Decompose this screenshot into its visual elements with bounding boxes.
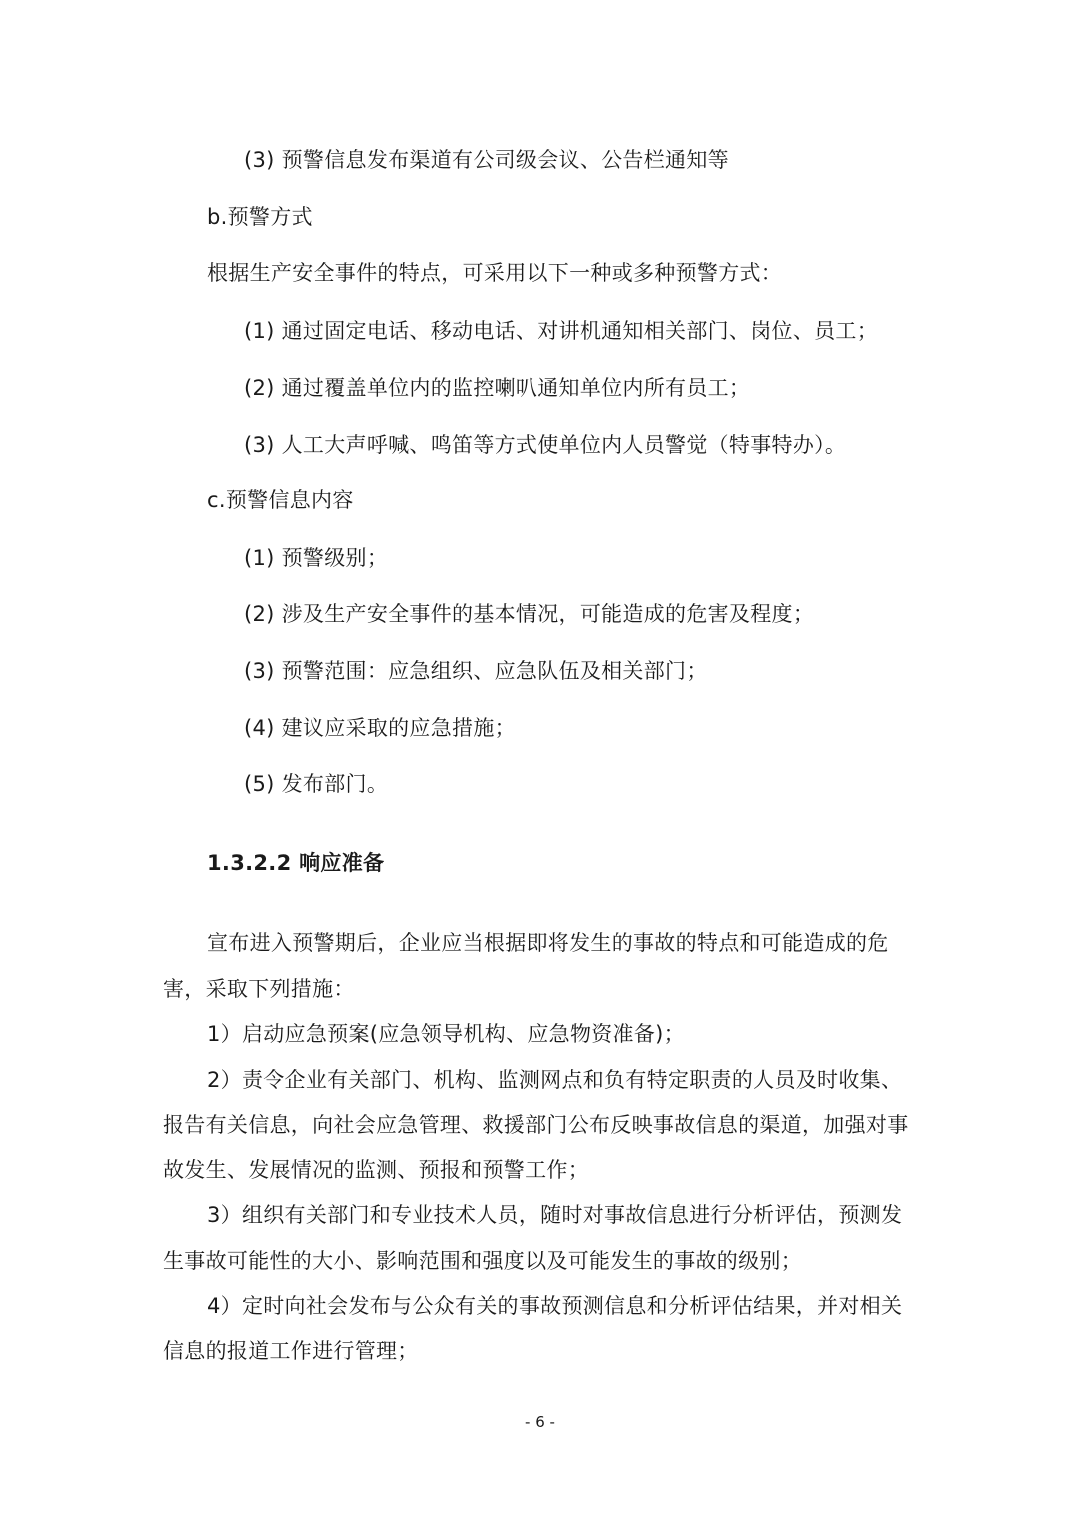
page-number: - 6 - [525,1413,555,1431]
warning-method-item: (1) 通过固定电话、移动电话、对讲机通知相关部门、岗位、员工； [244,319,879,343]
response-paragraph-line: 2）责令企业有关部门、机构、监测网点和负有特定职责的人员及时收集、 [207,1068,903,1092]
response-paragraph-line: 故发生、发展情况的监测、预报和预警工作； [163,1158,589,1182]
response-section-heading: 1.3.2.2 响应准备 [207,851,385,875]
response-paragraph-line: 害，采取下列措施： [163,977,355,1001]
warning-content-item: (2) 涉及生产安全事件的基本情况，可能造成的危害及程度； [244,602,815,626]
response-paragraph-line: 3）组织有关部门和专业技术人员，随时对事故信息进行分析评估，预测发 [207,1203,903,1227]
response-paragraph-line: 生事故可能性的大小、影响范围和强度以及可能发生的事故的级别； [163,1249,802,1273]
warning-method-intro: 根据生产安全事件的特点，可采用以下一种或多种预警方式： [207,261,783,285]
response-paragraph-line: 宣布进入预警期后，企业应当根据即将发生的事故的特点和可能造成的危 [207,931,889,955]
warning-content-item: (3) 预警范围：应急组织、应急队伍及相关部门； [244,659,708,683]
publish-channel-item: (3) 预警信息发布渠道有公司级会议、公告栏通知等 [244,148,729,172]
warning-content-item: (1) 预警级别； [244,546,389,570]
response-paragraph-line: 信息的报道工作进行管理； [163,1339,419,1363]
response-paragraph-line: 1）启动应急预案(应急领导机构、应急物资准备)； [207,1022,685,1046]
warning-content-heading: c.预警信息内容 [207,488,354,512]
warning-method-item: (2) 通过覆盖单位内的监控喇叭通知单位内所有员工； [244,376,751,400]
warning-method-heading: b.预警方式 [207,205,313,229]
response-paragraph-line: 报告有关信息，向社会应急管理、救援部门公布反映事故信息的渠道，加强对事 [163,1113,909,1137]
warning-content-item: (4) 建议应采取的应急措施； [244,716,516,740]
response-paragraph-line: 4）定时向社会发布与公众有关的事故预测信息和分析评估结果，并对相关 [207,1294,903,1318]
warning-content-item: (5) 发布部门。 [244,772,389,796]
warning-method-item: (3) 人工大声呼喊、鸣笛等方式使单位内人员警觉（特事特办）。 [244,433,847,457]
